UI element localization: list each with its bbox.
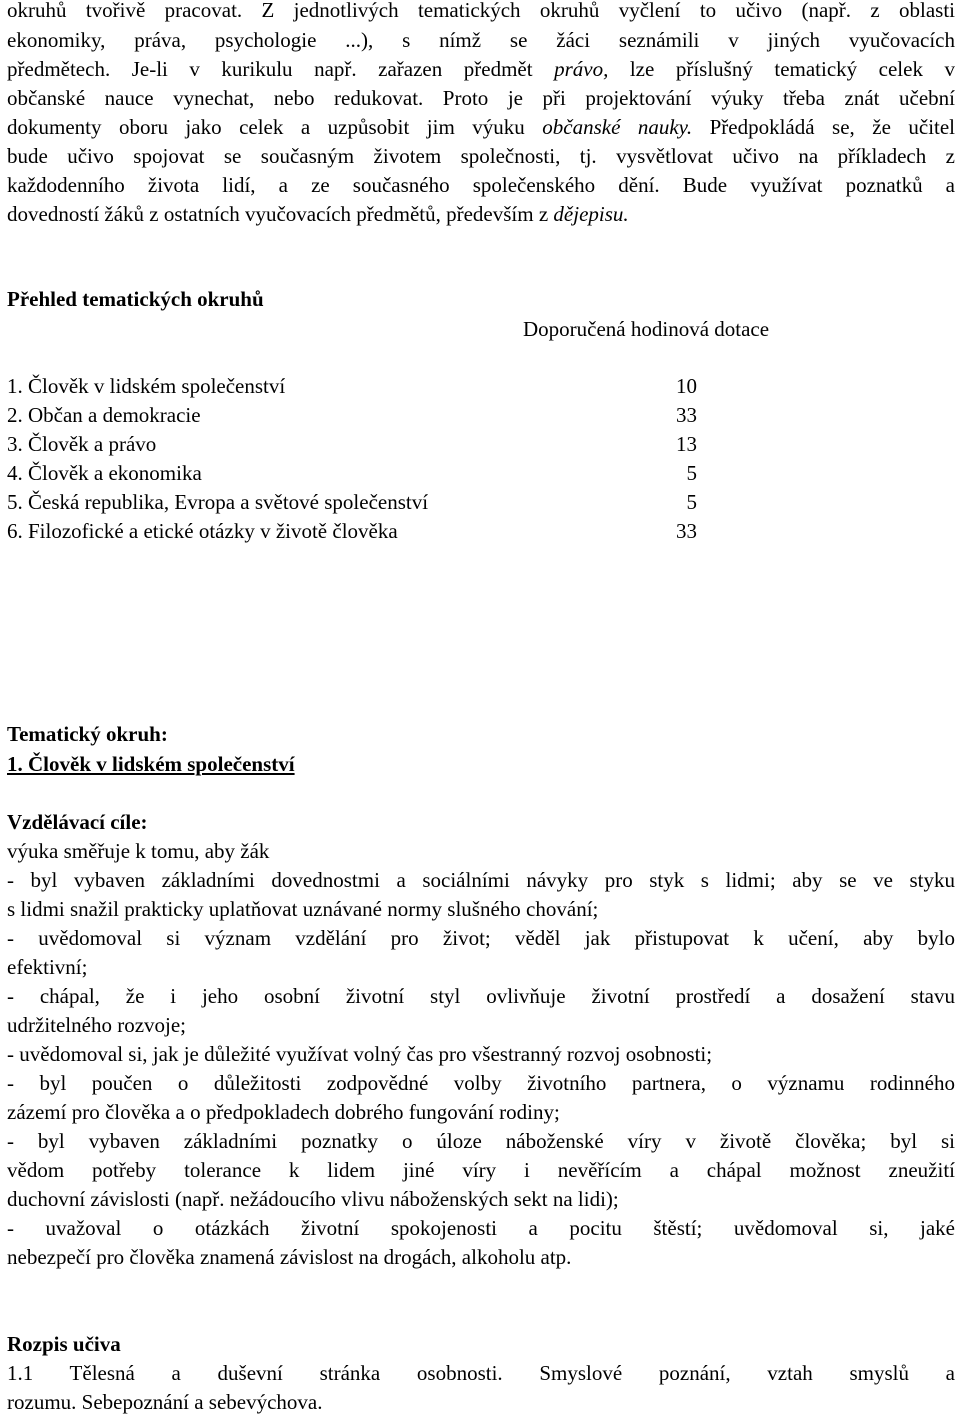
overview-item <box>7 401 707 430</box>
overview-heading: Přehled tematických okruhů <box>7 287 264 311</box>
overview-item <box>7 488 707 517</box>
overview-item-hours: 13 <box>676 432 697 456</box>
goals-line: vědom potřeby tolerance k lidem jiné víry i nevěřícím a chápal možnost zneužití <box>7 1158 955 1182</box>
intro-line-6: bude učivo spojovat se současným životem společnosti, tj. vysvětlovat učivo na příkladech z <box>7 144 955 168</box>
overview-item-hours: 5 <box>686 461 697 485</box>
overview-item-title: 6. Filozofické a etické otázky v životě člověka <box>7 519 398 543</box>
goals-line: - uvažoval o otázkách životní spokojenosti a pocitu štěstí; uvědomoval si, jaké <box>7 1216 955 1240</box>
intro-line-3: předmětech. Je-li v kurikulu např. zařazen předmět právo, lze příslušný tematický celek v <box>7 57 955 81</box>
goals-intro: výuka směřuje k tomu, aby žák <box>7 839 270 863</box>
topic-title: 1. Člověk v lidském společenství <box>7 752 295 776</box>
goals-line: - byl poučen o důležitosti zodpovědné volby životního partnera, o významu rodinného <box>7 1071 955 1095</box>
goals-line: duchovní závislosti (např. nežádoucího vlivu náboženských sekt na lidi); <box>7 1187 619 1211</box>
overview-item <box>7 430 707 459</box>
intro-line-5: dokumenty oboru jako celek a uzpůsobit jim výuku občanské nauky. Předpokládá se, že učitel <box>7 115 955 139</box>
intro-line-2: ekonomiky, práva, psychologie ...), s nímž se žáci seznámili v jiných vyučovacích <box>7 28 955 52</box>
goals-line: zázemí pro člověka a o předpokladech dobrého fungování rodiny; <box>7 1100 560 1124</box>
syllabus-line-2: rozumu. Sebepoznání a sebevýchova. <box>7 1390 323 1414</box>
goals-line: efektivní; <box>7 955 88 979</box>
goals-line: - uvědomoval si, jak je důležité využívat volný čas pro všestranný rozvoj osobnosti; <box>7 1042 713 1066</box>
goals-line: udržitelného rozvoje; <box>7 1013 187 1037</box>
goals-line: - uvědomoval si význam vzdělání pro život; věděl jak přistupovat k učení, aby bylo <box>7 926 955 950</box>
goals-heading: Vzdělávací cíle: <box>7 810 148 834</box>
goals-line: - byl vybaven základními dovednostmi a sociálními návyky pro styk s lidmi; aby se ve styku <box>7 868 955 892</box>
overview-item-hours: 10 <box>676 374 697 398</box>
intro-line-4: občanské nauce vynechat, nebo redukovat. Proto je při projektování výuky třeba znát učební <box>7 86 955 110</box>
goals-line: s lidmi snažil prakticky uplatňovat uznávané normy slušného chování; <box>7 897 599 921</box>
overview-item-title: 1. Člověk v lidském společenství <box>7 374 286 398</box>
syllabus-line-1: 1.1 Tělesná a duševní stránka osobnosti. Smyslové poznání, vztah smyslů a <box>7 1361 955 1385</box>
overview-item-title: 5. Česká republika, Evropa a světové společenství <box>7 490 429 514</box>
overview-item <box>7 517 707 546</box>
overview-item-hours: 5 <box>686 490 697 514</box>
intro-line-1: okruhů tvořivě pracovat. Z jednotlivých tematických okruhů vyčlení to učivo (např. z oblasti <box>7 0 955 22</box>
overview-item-hours: 33 <box>676 519 697 543</box>
goals-line: - chápal, že i jeho osobní životní styl ovlivňuje životní prostředí a dosažení stavu <box>7 984 955 1008</box>
topic-label: Tematický okruh: <box>7 722 168 746</box>
overview-item <box>7 459 707 488</box>
overview-item-title: 4. Člověk a ekonomika <box>7 461 202 485</box>
intro-line-7: každodenního života lidí, a ze současného společenského dění. Bude využívat poznatků a <box>7 173 955 197</box>
overview-item-title: 2. Občan a demokracie <box>7 403 201 427</box>
hours-heading: Doporučená hodinová dotace <box>523 317 770 341</box>
overview-item-title: 3. Člověk a právo <box>7 432 157 456</box>
overview-item <box>7 372 707 401</box>
overview-item-hours: 33 <box>676 403 697 427</box>
intro-line-8: dovedností žáků z ostatních vyučovacích předmětů, především z dějepisu. <box>7 202 629 226</box>
syllabus-heading: Rozpis učiva <box>7 1332 121 1356</box>
goals-line: - byl vybaven základními poznatky o úloze náboženské víry v životě člověka; byl si <box>7 1129 955 1153</box>
goals-line: nebezpečí pro člověka znamená závislost na drogách, alkoholu atp. <box>7 1245 572 1269</box>
